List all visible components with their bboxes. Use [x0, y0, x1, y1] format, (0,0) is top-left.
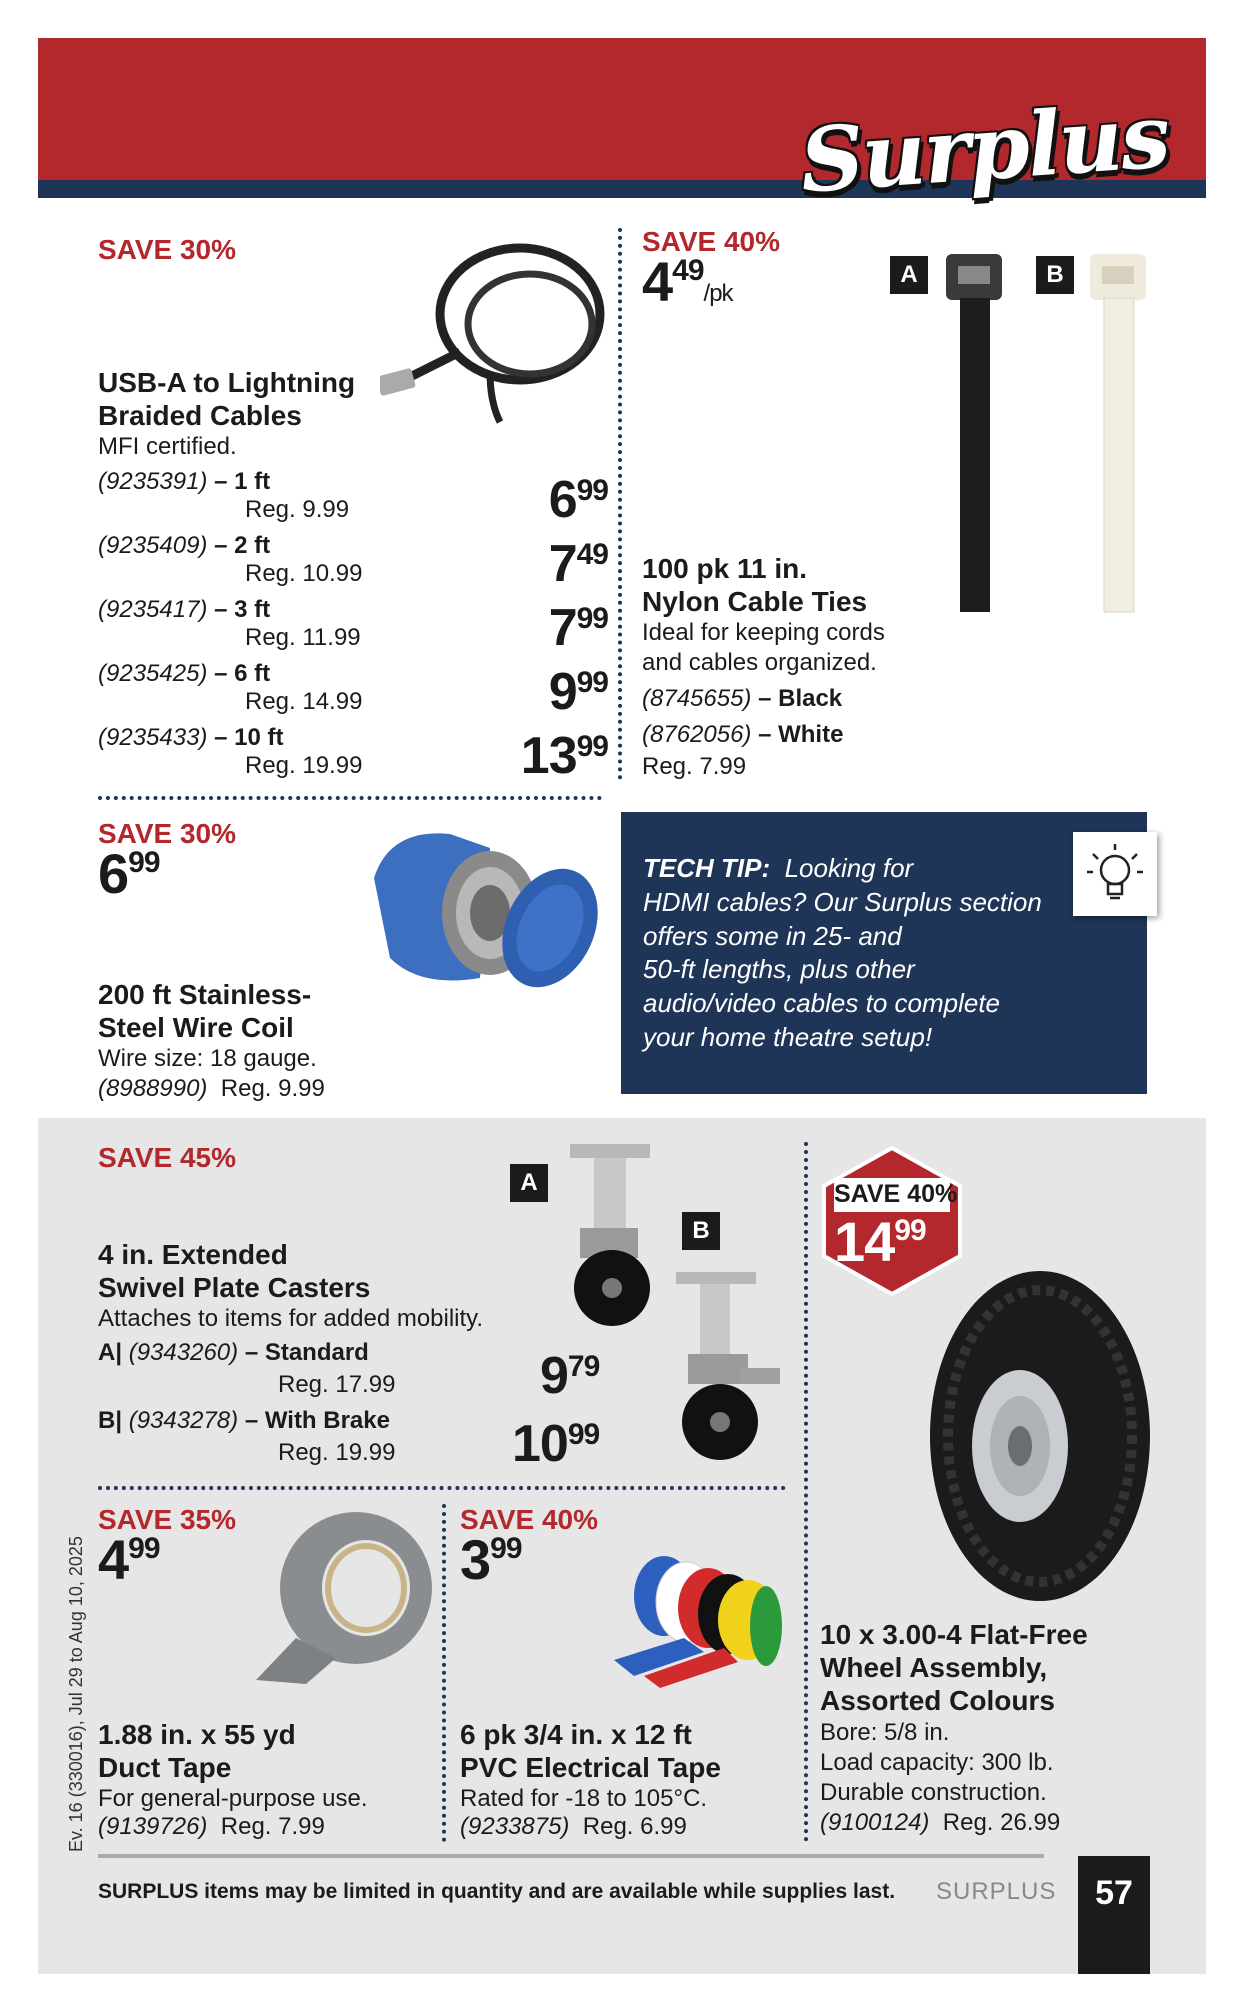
footer-disclaimer: SURPLUS items may be limited in quantity and are available while supplies last. — [98, 1880, 896, 1903]
usb-row-price: $7^{49}$ — [548, 535, 608, 593]
casters-row-b-reg: Reg. 19.99 — [278, 1439, 396, 1466]
wire-save-label: SAVE 30% — [98, 818, 236, 849]
wheel-title-line1: 10 x 3.00-4 Flat-Free — [820, 1619, 1088, 1650]
duct-save-label: SAVE 35% — [98, 1504, 236, 1535]
usb-row-size: – 1 ft — [214, 468, 271, 495]
wire-sku-reg: (8988990) Reg. 9.99 — [98, 1075, 325, 1102]
usb-row-price: $7^{99}$ — [548, 599, 608, 657]
tech-tip-box — [621, 812, 1147, 1094]
casters-badge-b: B — [682, 1212, 720, 1250]
horizontal-divider — [98, 1486, 786, 1490]
ties-desc-line2: and cables organized. — [642, 649, 877, 676]
usb-row-price: $13^{99}$ — [520, 727, 608, 785]
tech-tip-text: TECH TIP: Looking for HDMI cables? Our Surplus section offers some in 25- and 50-ft lengths, plus other audio/video cables to complete your home theatre setup! — [643, 853, 1042, 1052]
black-cable-tie-image — [936, 250, 1016, 620]
usb-row-size: – 10 ft — [214, 724, 284, 751]
casters-row-a-reg: Reg. 17.99 — [278, 1371, 396, 1398]
pvc-price: $3^{99}$ — [460, 1528, 522, 1591]
usb-row-sku: (9235417) — [98, 596, 208, 623]
wire-coil-image — [360, 818, 610, 998]
vertical-divider — [618, 228, 622, 780]
usb-row-reg: Reg. 10.99 — [245, 560, 363, 587]
ties-save-label: SAVE 40% — [642, 226, 780, 257]
page-number: 57 — [1078, 1856, 1150, 1974]
casters-price-a: $9^{79}$ — [540, 1347, 600, 1405]
wheel-image — [920, 1256, 1160, 1616]
caster-standard-image — [550, 1144, 670, 1334]
usb-row-reg: Reg. 14.99 — [245, 688, 363, 715]
usb-row-price: $9^{99}$ — [548, 663, 608, 721]
wire-title-line1: 200 ft Stainless- — [98, 979, 312, 1010]
logo-text: Surplus — [796, 83, 1172, 213]
duct-price: $4^{99}$ — [98, 1528, 160, 1591]
casters-save-label: SAVE 45% — [98, 1142, 236, 1173]
wheel-desc-line2: Load capacity: 300 lb. — [820, 1749, 1054, 1776]
casters-title-line2: Swivel Plate Casters — [98, 1272, 371, 1303]
usb-row-sku: (9235409) — [98, 532, 208, 559]
usb-row-reg: Reg. 9.99 — [245, 496, 350, 523]
usb-save-label: SAVE 30% — [98, 234, 236, 265]
wire-desc: Wire size: 18 gauge. — [98, 1045, 317, 1072]
pvc-title-line2: PVC Electrical Tape — [460, 1752, 721, 1783]
ties-badge-a: A — [890, 256, 928, 294]
pvc-sku-reg: (9233875) Reg. 6.99 — [460, 1813, 687, 1840]
usb-title-line2: Braided Cables — [98, 400, 302, 431]
casters-title-line1: 4 in. Extended — [98, 1239, 288, 1270]
tech-tip-label: TECH TIP: — [643, 853, 771, 883]
wheel-sku-reg: (9100124) Reg. 26.99 — [820, 1809, 1061, 1836]
wheel-desc-line3: Durable construction. — [820, 1779, 1047, 1806]
usb-row-price: $6^{99}$ — [548, 471, 608, 529]
wheel-title-line2: Wheel Assembly, — [820, 1652, 1048, 1683]
ties-price: $4^{49}/pk$ — [642, 250, 733, 313]
usb-row-1ft — [98, 468, 608, 529]
usb-row-size: – 3 ft — [214, 596, 271, 623]
wheel-save-label: SAVE 40% — [834, 1180, 958, 1208]
casters-row-a: A| (9343260) – Standard — [98, 1339, 369, 1366]
footer-rule — [98, 1854, 1044, 1858]
ties-badge-b: B — [1036, 256, 1074, 294]
pvc-title-line1: 6 pk 3/4 in. x 12 ft — [460, 1719, 692, 1750]
pvc-desc: Rated for -18 to 105°C. — [460, 1785, 708, 1812]
usb-row-size: – 6 ft — [214, 660, 271, 687]
pvc-save-label: SAVE 40% — [460, 1504, 598, 1535]
usb-row-size: – 2 ft — [214, 532, 271, 559]
edition-text: Ev. 16 (330016), Jul 29 to Aug 10, 2025 — [66, 1536, 86, 1852]
usb-row-6ft — [98, 660, 608, 721]
duct-tape-image — [256, 1508, 436, 1688]
ties-title-line1: 100 pk 11 in. — [642, 553, 807, 584]
usb-row-2ft — [98, 532, 608, 593]
ties-variant-black: (8745655) – Black — [642, 685, 843, 712]
usb-cable-image — [380, 232, 610, 432]
ties-reg: Reg. 7.99 — [642, 753, 747, 780]
lightbulb-icon — [1073, 832, 1157, 916]
casters-row-b: B| (9343278) – With Brake — [98, 1407, 390, 1434]
wheel-desc-line1: Bore: 5/8 in. — [820, 1719, 950, 1746]
usb-row-reg: Reg. 11.99 — [245, 624, 361, 651]
duct-desc: For general-purpose use. — [98, 1785, 368, 1812]
duct-title-line1: 1.88 in. x 55 yd — [98, 1719, 296, 1750]
horizontal-divider — [98, 796, 602, 800]
wheel-title-line3: Assorted Colours — [820, 1685, 1055, 1716]
ties-title-line2: Nylon Cable Ties — [642, 586, 868, 617]
usb-row-3ft — [98, 596, 608, 657]
casters-price-b: $10^{99}$ — [512, 1415, 600, 1473]
duct-sku-reg: (9139726) Reg. 7.99 — [98, 1813, 325, 1840]
usb-title-line1: USB-A to Lightning — [98, 367, 356, 398]
ties-variant-white: (8762056) – White — [642, 721, 844, 748]
usb-row-10ft — [98, 724, 608, 785]
usb-desc: MFI certified. — [98, 433, 237, 460]
casters-desc: Attaches to items for added mobility. — [98, 1305, 484, 1332]
wire-price: $6^{99}$ — [98, 842, 160, 905]
usb-row-reg: Reg. 19.99 — [245, 752, 363, 779]
surplus-logo — [796, 83, 1172, 216]
vertical-divider — [804, 1142, 808, 1842]
casters-badge-a: A — [510, 1164, 548, 1202]
caster-brake-image — [670, 1272, 790, 1472]
vertical-divider — [442, 1504, 446, 1842]
duct-title-line2: Duct Tape — [98, 1752, 232, 1783]
footer-section: SURPLUS — [936, 1878, 1057, 1905]
wire-title-line2: Steel Wire Coil — [98, 1012, 294, 1043]
usb-row-sku: (9235433) — [98, 724, 208, 751]
ties-desc-line1: Ideal for keeping cords — [642, 619, 885, 646]
white-cable-tie-image — [1086, 250, 1166, 620]
usb-row-sku: (9235425) — [98, 660, 208, 687]
usb-row-sku: (9235391) — [98, 468, 208, 495]
electrical-tape-image — [604, 1540, 784, 1700]
wheel-price: $14^{99}$ — [834, 1210, 926, 1273]
